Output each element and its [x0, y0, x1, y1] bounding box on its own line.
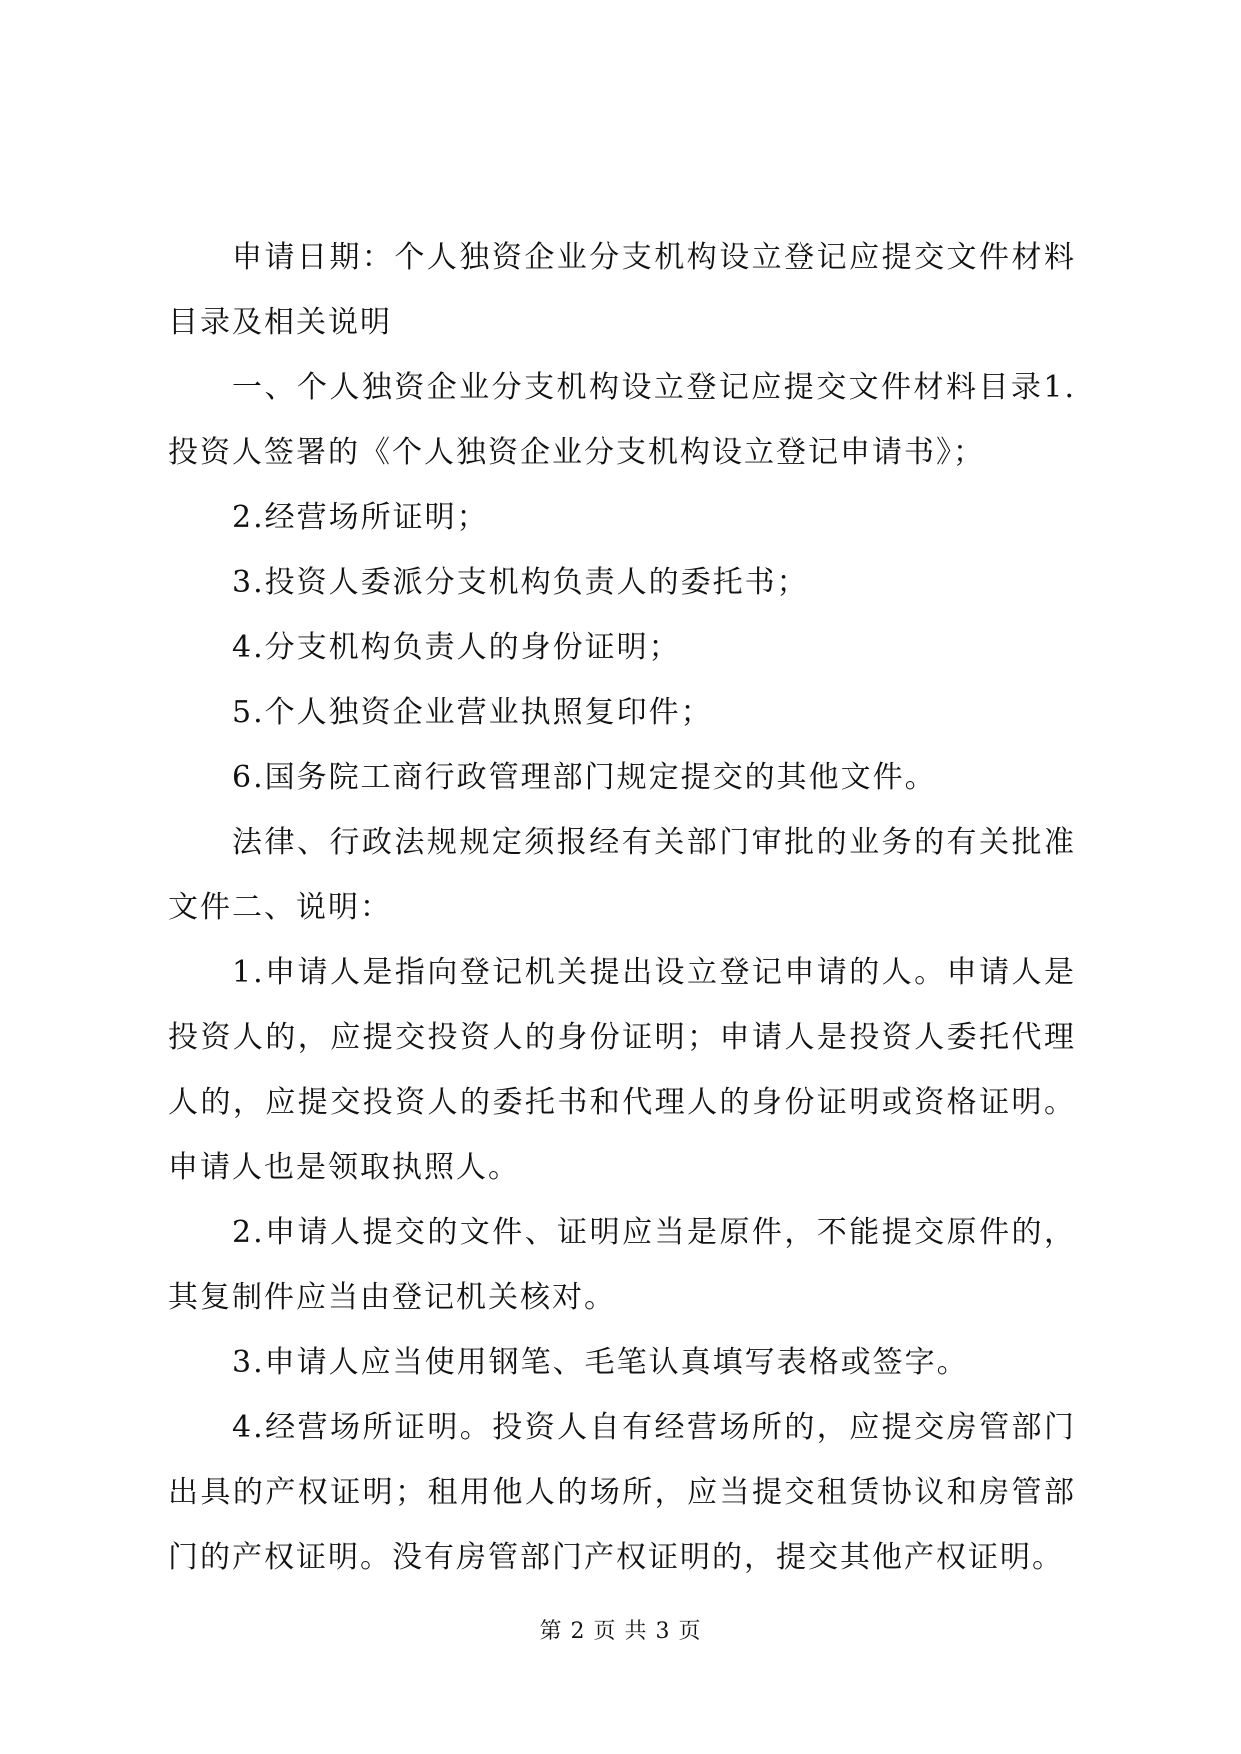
- paragraph-item-4: 4.分支机构负责人的身份证明；: [232, 630, 681, 665]
- paragraph-note-3: 3.申请人应当使用钢笔、毛笔认真填写表格或签字。: [232, 1345, 969, 1380]
- paragraph-item-6: 6.国务院工商行政管理部门规定提交的其他文件。: [232, 760, 937, 795]
- paragraph-item-3: 3.投资人委派分支机构负责人的委托书；: [232, 565, 809, 600]
- paragraph-approval-docs-and-section-two: 法律、行政法规规定须报经有关部门审批的业务的有关批准文件二、说明：: [168, 825, 1076, 925]
- paragraph-application-date-title: 申请日期：个人独资企业分支机构设立登记应提交文件材料目录及相关说明: [168, 240, 1076, 340]
- page-number-footer: 第 2 页 共 3 页: [539, 1619, 702, 1644]
- paragraph-item-5: 5.个人独资企业营业执照复印件；: [232, 695, 713, 730]
- paragraph-section-one-heading: 一、个人独资企业分支机构设立登记应提交文件材料目录1.投资人签署的《个人独资企业分支机构设立登记申请书》；: [168, 370, 1076, 470]
- document-body: [168, 225, 1076, 1590]
- paragraph-item-2: 2.经营场所证明；: [232, 500, 489, 535]
- paragraph-note-1: 1.申请人是指向登记机关提出设立登记申请的人。申请人是投资人的，应提交投资人的身份证明；申请人是投资人委托代理人的，应提交投资人的委托书和代理人的身份证明或资格证明。申请人也是领取执照人。: [168, 955, 1076, 1185]
- paragraph-note-4: 4.经营场所证明。投资人自有经营场所的，应提交房管部门出具的产权证明；租用他人的场所，应当提交租赁协议和房管部门的产权证明。没有房管部门产权证明的，提交其他产权证明。: [168, 1410, 1076, 1575]
- paragraph-note-2: 2.申请人提交的文件、证明应当是原件，不能提交原件的，其复制件应当由登记机关核对。: [168, 1215, 1076, 1315]
